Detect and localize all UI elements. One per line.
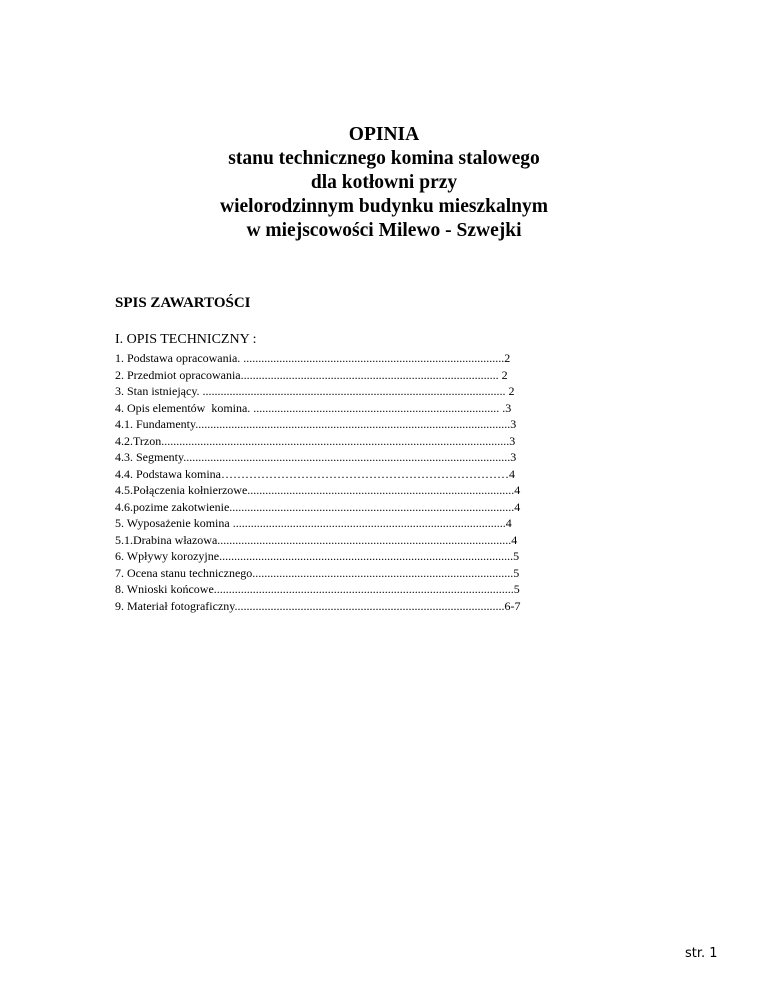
title-line-2: stanu technicznego komina stalowego bbox=[228, 148, 540, 169]
toc-entry: 2. Przedmiot opracowania...................................................................................... 2 bbox=[115, 367, 508, 382]
toc-entry: 4.1. Fundamenty.........................................................................................................3 bbox=[115, 417, 517, 431]
toc-entry: 8. Wnioski końcowe....................................................................................................5 bbox=[115, 582, 520, 596]
title-line-3: dla kotłowni przy bbox=[310, 172, 458, 193]
toc-entry: 5.1.Drabina włazowa..................................................................................................4 bbox=[115, 532, 518, 547]
toc-entry: 4.5.Połączenia kołnierzowe.........................................................................................4 bbox=[115, 483, 521, 497]
part-heading: I. OPIS TECHNICZNY : bbox=[115, 332, 257, 347]
toc-entry: 4.3. Segmenty.............................................................................................................3 bbox=[115, 450, 517, 464]
toc-entry: 4.4. Podstawa komina………………………………………………………………4 bbox=[115, 466, 515, 481]
toc-entry: 4.2.Trzon....................................................................................................................3 bbox=[115, 433, 516, 448]
page-number: str. 1 bbox=[685, 946, 718, 961]
toc-entry: 5. Wyposażenie komina ...........................................................................................4 bbox=[115, 516, 512, 530]
toc-entry: 4. Opis elementów komina. .................................................................................. .3 bbox=[115, 400, 512, 415]
toc-entry: 7. Ocena stanu technicznego.......................................................................................5 bbox=[115, 565, 520, 580]
title-line-5: w miejscowości Milewo - Szwejki bbox=[246, 220, 522, 241]
toc-entry: 1. Podstawa opracowania. .......................................................................................2 bbox=[115, 351, 511, 365]
toc-heading: SPIS ZAWARTOŚCI bbox=[115, 295, 251, 311]
title-line-4: wielorodzinnym budynku mieszkalnym bbox=[220, 196, 548, 217]
toc-entry: 9. Materiał fotograficzny..........................................................................................6-7 bbox=[115, 598, 521, 613]
toc-entry: 6. Wpływy korozyjne..................................................................................................5 bbox=[115, 549, 520, 563]
table-of-contents bbox=[115, 350, 660, 614]
toc-entry: 4.6.pozime zakotwienie...............................................................................................4 bbox=[115, 499, 521, 514]
title-line-1: OPINIA bbox=[348, 124, 420, 145]
document-title bbox=[0, 123, 768, 243]
toc-entry: 3. Stan istniejący. ..................................................................................................... 2 bbox=[115, 384, 515, 398]
